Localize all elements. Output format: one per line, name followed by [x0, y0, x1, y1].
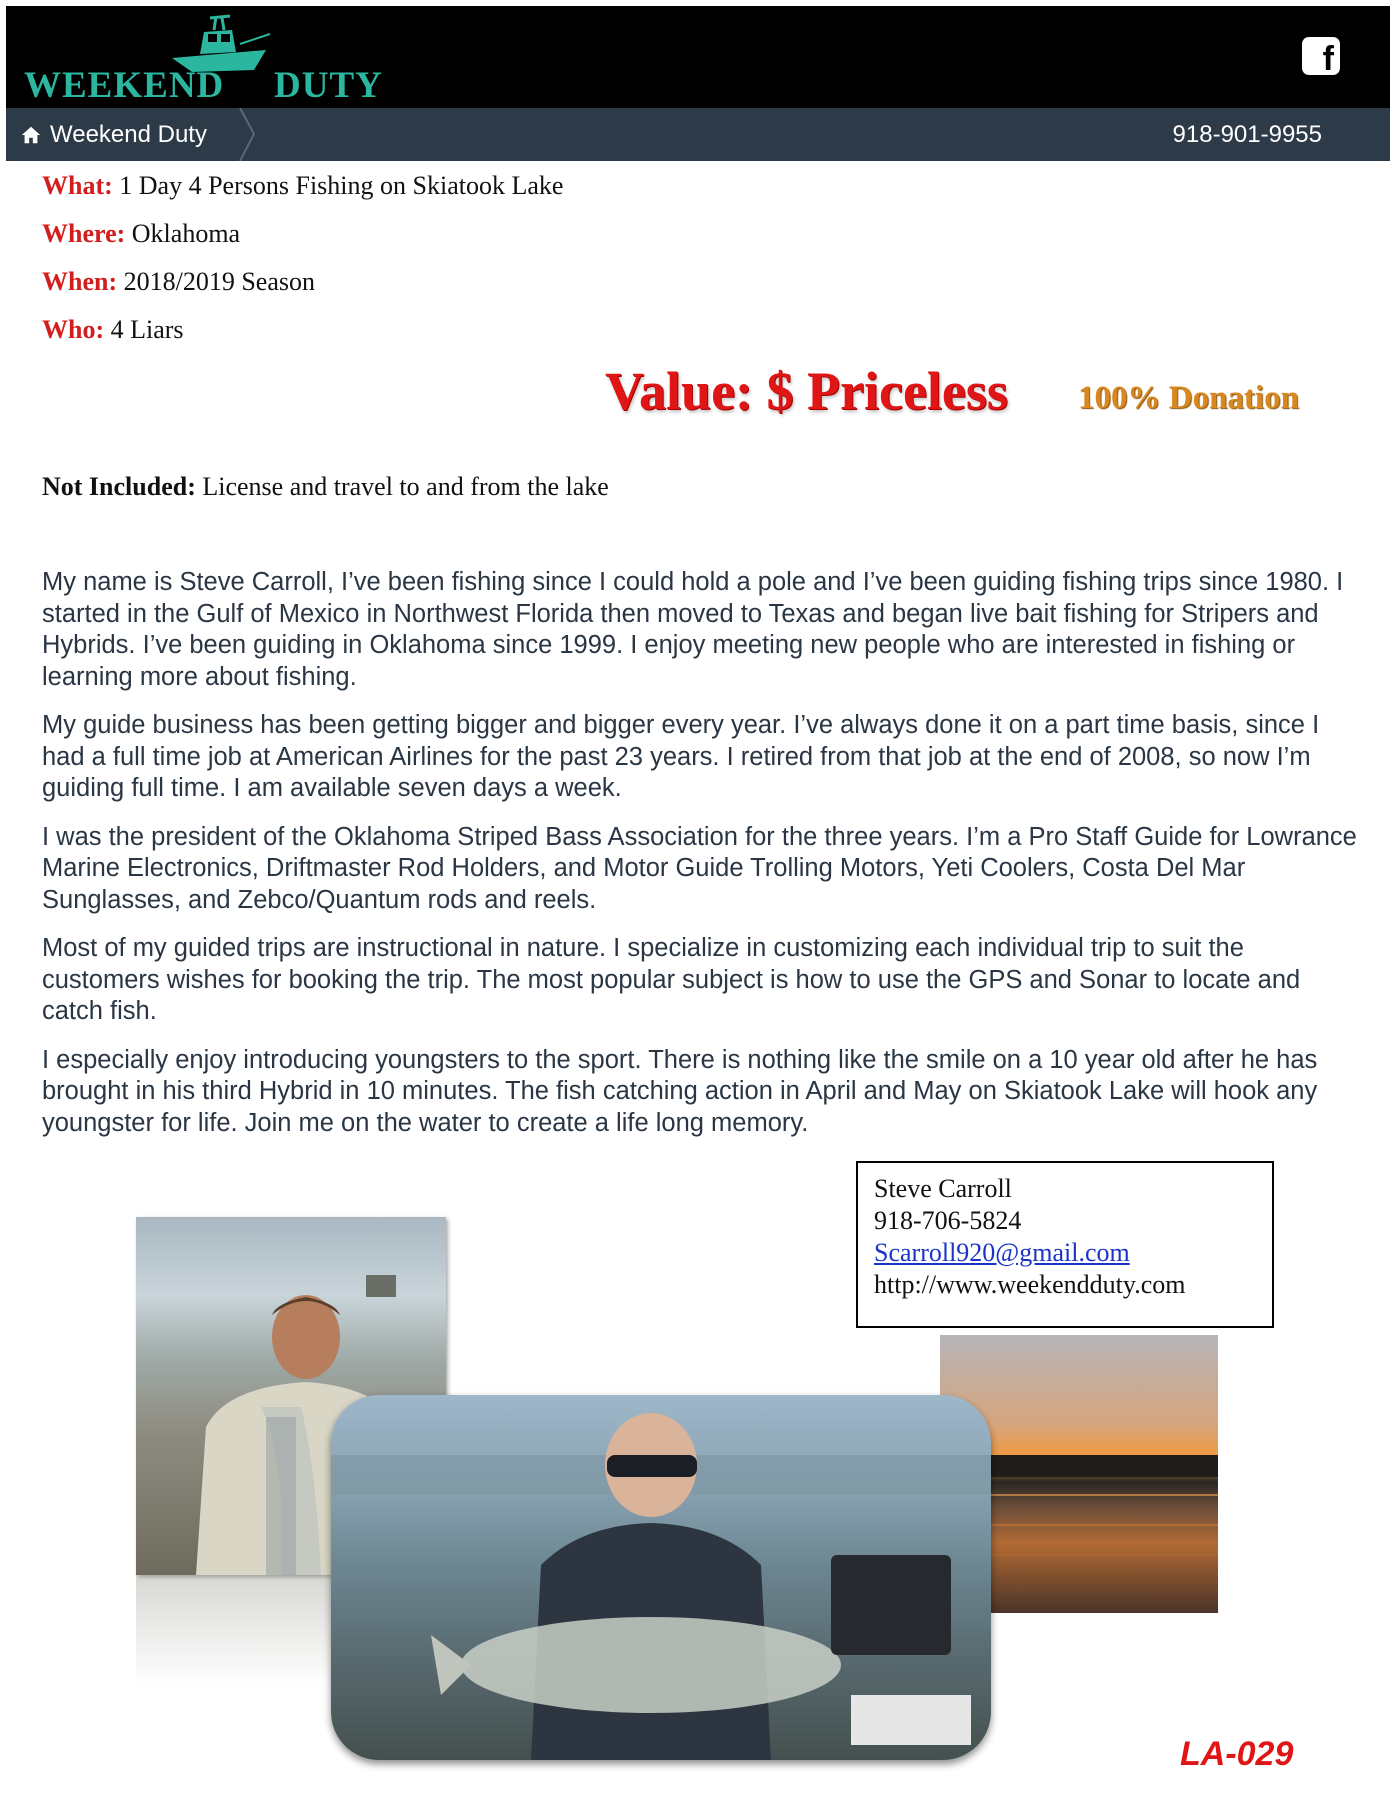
weekend-duty-logo[interactable]: [20, 14, 383, 106]
auction-details: [42, 168, 563, 360]
what-row: [42, 168, 563, 216]
bio-paragraph: I especially enjoy introducing youngsters to the sport. There is nothing like the smile on a 10 year old after he has brought in his third Hybrid in 10 minutes. The fish catching action in April and May on Skiatook Lake will hook any youngster for life. Join me on the water to create a life long memory.: [42, 1045, 1318, 1137]
logo-word-duty: DUTY: [274, 65, 383, 106]
who-row: [42, 312, 563, 360]
donation-text: 100% Donation: [1078, 380, 1299, 416]
contact-box: [856, 1161, 1274, 1328]
when-label: When:: [42, 267, 118, 296]
bio-paragraph: My guide business has been getting bigger and bigger every year. I’ve always done it on a part time basis, since I had a full time job at American Airlines for the past 23 years. I retired from that job at the end of 2008, so now I’m guiding full time. I am available seven days a week.: [42, 711, 1320, 802]
site-header: [6, 6, 1390, 108]
contact-email-link[interactable]: Scarroll920@gmail.com: [874, 1238, 1130, 1267]
not-included-label: Not Included:: [42, 472, 196, 501]
not-included-value: License and travel to and from the lake: [195, 472, 609, 501]
bio-paragraph: I was the president of the Oklahoma Striped Bass Association for the three years. I’m a Pro Staff Guide for Lowrance Marine Electronics, Driftmaster Rod Holders, and Motor Guide Trolling Motors, Yeti Coolers, Costa Del Mar Sunglasses, and Zebco/Quantum rods and reels.: [42, 822, 1357, 914]
value-heading: [605, 360, 1008, 422]
bio-paragraph: My name is Steve Carroll, I’ve been fishing since I could hold a pole and I’ve been guiding fishing trips since 1980. I started in the Gulf of Mexico in Northwest Florida then moved to Texas and began live bait fishing for Stripers and Hybrids. I’ve been guiding in Oklahoma since 1999. I enjoy meeting new people who are interested in fishing or learning more about fishing.: [42, 568, 1344, 691]
when-row: [42, 264, 563, 312]
who-value: 4 Liars: [104, 315, 184, 344]
what-label: What:: [42, 171, 113, 200]
contact-phone: 918-706-5824: [874, 1206, 1022, 1235]
value-text: Value: $ Priceless: [605, 361, 1008, 421]
breadcrumb-separator-icon: [238, 108, 258, 161]
photo-angler-with-striper: [331, 1395, 991, 1760]
home-link[interactable]: [20, 108, 207, 161]
home-link-label: Weekend Duty: [50, 120, 207, 148]
bio-paragraph: Most of my guided trips are instructional in nature. I specialize in customizing each individual trip to suit the customers wishes for booking the trip. The most popular subject is how to use the GPS and Sonar to locate and catch fish.: [42, 934, 1301, 1025]
catalog-code: LA-029: [1180, 1735, 1294, 1773]
where-label: Where:: [42, 219, 126, 248]
when-value: 2018/2019 Season: [117, 267, 316, 296]
what-value: 1 Day 4 Persons Fishing on Skiatook Lake: [112, 171, 564, 200]
guide-bio: [42, 567, 1362, 1156]
contact-name: Steve Carroll: [874, 1174, 1012, 1203]
header-phone-number[interactable]: 918-901-9955: [1172, 121, 1322, 148]
who-label: Who:: [42, 315, 105, 344]
where-row: [42, 216, 563, 264]
home-icon: [20, 124, 42, 146]
logo-word-weekend: WEEKEND: [24, 65, 225, 106]
where-value: Oklahoma: [125, 219, 241, 248]
contact-website: http://www.weekendduty.com: [874, 1270, 1186, 1299]
not-included: [42, 472, 609, 502]
breadcrumb-bar: [6, 108, 1390, 161]
facebook-icon[interactable]: f: [1302, 37, 1340, 75]
